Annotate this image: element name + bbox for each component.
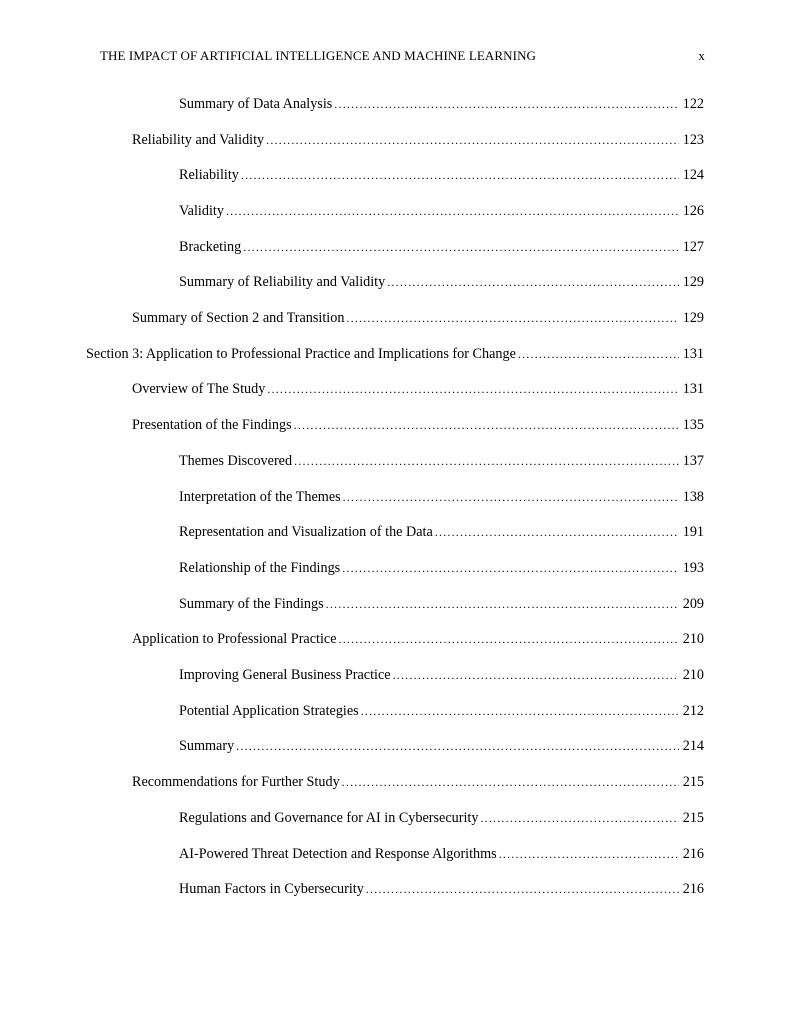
toc-entry[interactable] <box>179 450 704 472</box>
toc-entry[interactable] <box>179 557 704 579</box>
toc-entry-title: Application to Professional Practice <box>132 631 337 647</box>
toc-entry-page: 210 <box>682 631 704 647</box>
toc-entry-page: 131 <box>682 381 704 397</box>
dot-leader <box>518 343 679 365</box>
toc-entry[interactable] <box>132 307 704 329</box>
toc-entry-page: 210 <box>682 667 704 683</box>
dot-leader <box>267 378 679 400</box>
toc-entry-title: Summary of the Findings <box>179 596 324 612</box>
toc-entry-title: Summary of Reliability and Validity <box>179 274 386 290</box>
toc-entry-page: 131 <box>682 346 704 362</box>
toc-entry-page: 122 <box>682 96 704 112</box>
toc-entry-page: 209 <box>682 596 704 612</box>
toc-entry-title: Potential Application Strategies <box>179 703 359 719</box>
toc-entry[interactable] <box>179 843 704 865</box>
toc-entry[interactable] <box>179 593 704 615</box>
dot-leader <box>393 664 679 686</box>
toc-entry[interactable] <box>179 236 704 258</box>
toc-entry[interactable] <box>179 200 704 222</box>
dot-leader <box>342 771 679 793</box>
toc-entry[interactable] <box>132 414 704 436</box>
toc-entry-page: 129 <box>682 274 704 290</box>
toc-entry-page: 126 <box>682 203 704 219</box>
dot-leader <box>343 486 679 508</box>
dot-leader <box>342 557 679 579</box>
dot-leader <box>480 807 679 829</box>
toc-entry-title: Bracketing <box>179 239 242 255</box>
toc-entry-page: 212 <box>682 703 704 719</box>
toc-entry[interactable] <box>179 700 704 722</box>
toc-entry[interactable] <box>179 521 704 543</box>
toc-entry-page: 127 <box>682 239 704 255</box>
toc-entry[interactable] <box>132 378 704 400</box>
toc-entry[interactable] <box>179 486 704 508</box>
running-title: THE IMPACT OF ARTIFICIAL INTELLIGENCE AND MACHINE LEARNING <box>100 48 537 63</box>
toc-entry[interactable] <box>132 628 704 650</box>
toc-entry-title: Human Factors in Cybersecurity <box>179 881 364 897</box>
toc-entry-page: 216 <box>682 881 704 897</box>
toc-entry[interactable] <box>132 771 704 793</box>
toc-entry-title: Regulations and Governance for AI in Cybersecurity <box>179 810 479 826</box>
dot-leader <box>366 878 679 900</box>
toc-entry[interactable] <box>179 164 704 186</box>
toc-entry-page: 135 <box>682 417 704 433</box>
dot-leader <box>361 700 679 722</box>
dot-leader <box>387 271 679 293</box>
toc-entry-page: 191 <box>682 524 704 540</box>
toc-entry[interactable] <box>179 664 704 686</box>
toc-entry-title: Overview of The Study <box>132 381 266 397</box>
toc-entry-title: Representation and Visualization of the Data <box>179 524 433 540</box>
toc-entry-title: Reliability and Validity <box>132 132 265 148</box>
page-number: x <box>698 48 705 63</box>
toc-entry-title: Reliability <box>179 167 239 183</box>
toc-entry-title: Section 3: Application to Professional Practice and Implications for Change <box>86 346 516 362</box>
toc-entry-page: 137 <box>682 453 704 469</box>
dot-leader <box>339 628 680 650</box>
toc-entry-title: Presentation of the Findings <box>132 417 292 433</box>
toc-entry-title: Summary of Section 2 and Transition <box>132 310 345 326</box>
toc-entry-title: AI-Powered Threat Detection and Response Algorithms <box>179 846 497 862</box>
dot-leader <box>346 307 679 329</box>
toc-entry-page: 124 <box>682 167 704 183</box>
toc-entry-title: Improving General Business Practice <box>179 667 391 683</box>
toc-entry[interactable] <box>179 93 704 115</box>
dot-leader <box>226 200 679 222</box>
toc-entry[interactable] <box>179 878 704 900</box>
dot-leader <box>294 414 679 436</box>
toc-entry[interactable] <box>179 807 704 829</box>
toc-entry[interactable] <box>132 129 704 151</box>
toc-entry-title: Summary of Data Analysis <box>179 96 333 112</box>
toc-entry-title: Interpretation of the Themes <box>179 489 341 505</box>
dot-leader <box>243 236 679 258</box>
toc-entry-title: Validity <box>179 203 224 219</box>
toc-entry-page: 215 <box>682 774 704 790</box>
toc-entry-page: 214 <box>682 738 704 754</box>
dot-leader <box>236 735 679 757</box>
dot-leader <box>294 450 679 472</box>
dot-leader <box>499 843 679 865</box>
toc-entry-page: 129 <box>682 310 704 326</box>
toc-entry-page: 216 <box>682 846 704 862</box>
toc-entry-title: Summary <box>179 738 235 754</box>
running-header <box>100 46 705 66</box>
toc-entry[interactable] <box>86 343 704 365</box>
toc-entry[interactable] <box>179 735 704 757</box>
toc-entry-page: 215 <box>682 810 704 826</box>
toc-entry-page: 193 <box>682 560 704 576</box>
dot-leader <box>435 521 679 543</box>
toc-entry[interactable] <box>179 271 704 293</box>
dot-leader <box>266 129 679 151</box>
toc-entry-page: 123 <box>682 132 704 148</box>
toc-entry-title: Themes Discovered <box>179 453 293 469</box>
toc-entry-page: 138 <box>682 489 704 505</box>
dot-leader <box>241 164 679 186</box>
dot-leader <box>326 593 679 615</box>
toc-entry-title: Relationship of the Findings <box>179 560 341 576</box>
dot-leader <box>334 93 679 115</box>
toc-entry-title: Recommendations for Further Study <box>132 774 340 790</box>
